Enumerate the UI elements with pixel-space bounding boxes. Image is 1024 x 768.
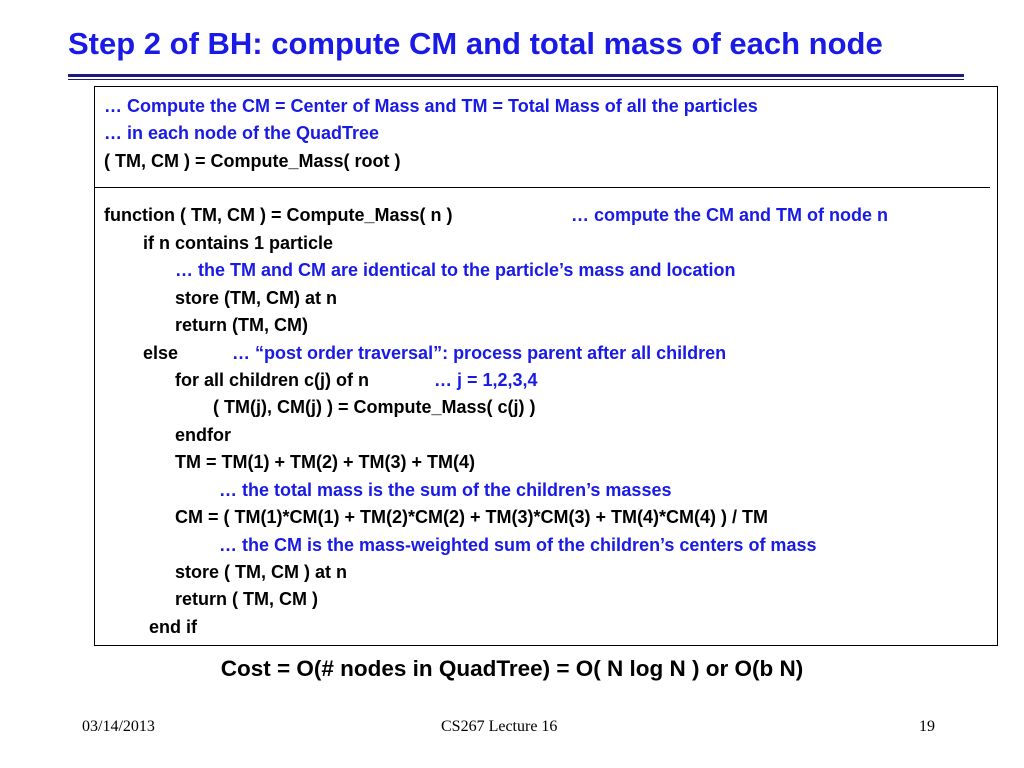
code-function-signature: function ( TM, CM ) = Compute_Mass( n ) <box>104 205 453 225</box>
code-return-2: return ( TM, CM ) <box>175 589 318 609</box>
footer-course: CS267 Lecture 16 <box>441 718 558 735</box>
intro-line-3: ( TM, CM ) = Compute_Mass( root ) <box>104 151 401 171</box>
code-tm-sum: TM = TM(1) + TM(2) + TM(3) + TM(4) <box>175 452 475 472</box>
title-rule-thin <box>68 79 964 80</box>
intro-line-2: … in each node of the QuadTree <box>104 123 380 143</box>
code-store-2: store ( TM, CM ) at n <box>175 562 347 582</box>
pseudocode-box <box>94 86 998 646</box>
code-for-line: for all children c(j) of n <box>175 370 370 390</box>
code-for-comment: … j = 1,2,3,4 <box>434 370 538 390</box>
footer-date: 03/14/2013 <box>82 718 155 735</box>
code-if-comment: … the TM and CM are identical to the particle’s mass and location <box>175 260 736 280</box>
intro-line-1: … Compute the CM = Center of Mass and TM = Total Mass of all the particles <box>104 96 758 116</box>
code-endif: end if <box>149 617 197 637</box>
code-endfor: endfor <box>175 425 231 445</box>
code-cm-comment: … the CM is the mass-weighted sum of the children’s centers of mass <box>219 535 817 555</box>
code-recursive-call: ( TM(j), CM(j) ) = Compute_Mass( c(j) ) <box>213 397 536 417</box>
code-else: else <box>143 343 179 363</box>
box-divider <box>95 187 990 188</box>
cost-statement: Cost = O(# nodes in QuadTree) = O( N log N ) or O(b N) <box>220 656 804 681</box>
code-if-line: if n contains 1 particle <box>143 233 334 253</box>
slide-title: Step 2 of BH: compute CM and total mass of each node <box>68 26 883 61</box>
title-rule-thick <box>68 74 964 77</box>
code-store-1: store (TM, CM) at n <box>175 288 337 308</box>
code-else-comment: … “post order traversal”: process parent after all children <box>232 343 727 363</box>
code-cm-sum: CM = ( TM(1)*CM(1) + TM(2)*CM(2) + TM(3)*CM(3) + TM(4)*CM(4) ) / TM <box>175 507 768 527</box>
footer-page-number: 19 <box>919 718 935 735</box>
code-function-comment: … compute the CM and TM of node n <box>571 205 888 225</box>
code-return-1: return (TM, CM) <box>175 315 308 335</box>
code-tm-comment: … the total mass is the sum of the children’s masses <box>219 480 672 500</box>
